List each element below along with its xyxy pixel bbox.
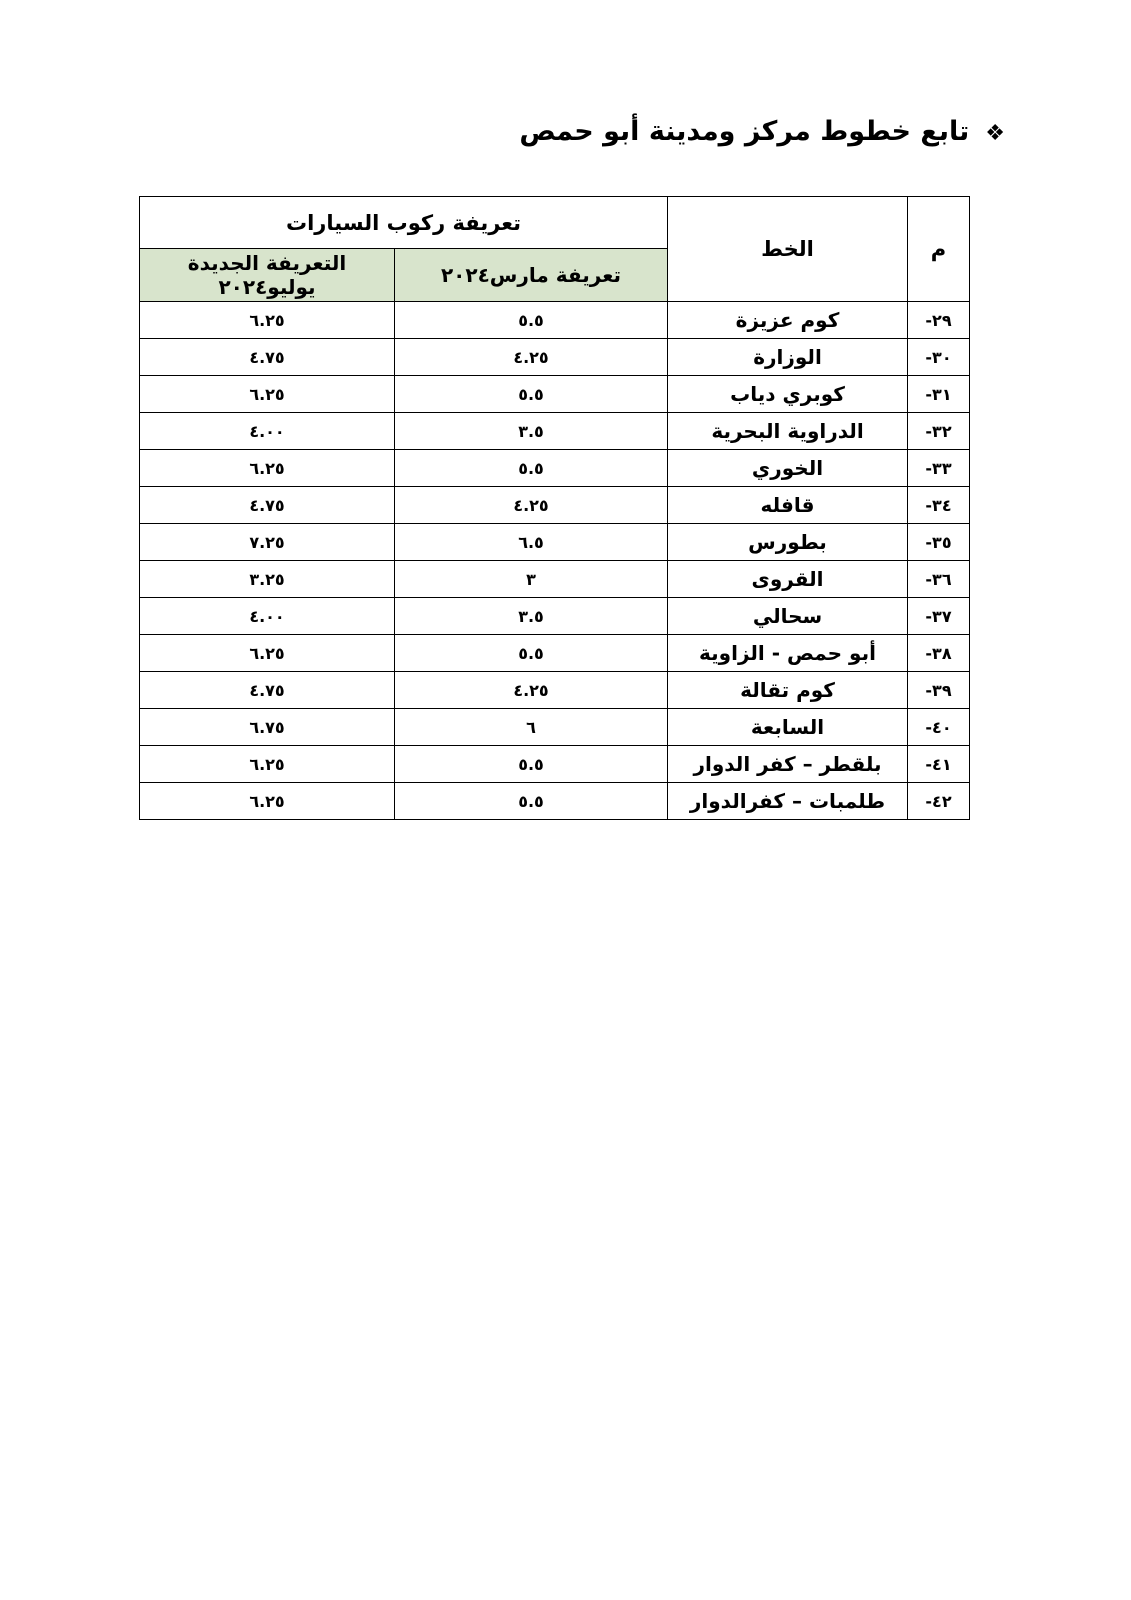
table-row	[140, 561, 970, 598]
serial-cell: -٣٠	[908, 339, 970, 376]
line-name-cell: سحالي	[668, 598, 908, 635]
new-tariff-cell: ٤.٧٥	[140, 339, 395, 376]
march-tariff-cell: ٥.٥	[395, 746, 668, 783]
march-tariff-cell: ٣.٥	[395, 598, 668, 635]
serial-cell: -٤٠	[908, 709, 970, 746]
new-tariff-cell: ٤.٠٠	[140, 413, 395, 450]
new-tariff-cell: ٦.٢٥	[140, 376, 395, 413]
serial-cell: -٣٦	[908, 561, 970, 598]
new-tariff-cell: ٦.٢٥	[140, 450, 395, 487]
line-name-cell: أبو حمص - الزاوية	[668, 635, 908, 672]
line-name-cell: قافله	[668, 487, 908, 524]
line-name-cell: كوم عزيزة	[668, 302, 908, 339]
new-tariff-column-header: التعريفة الجديدة يوليو٢٠٢٤	[140, 249, 395, 302]
table-row	[140, 746, 970, 783]
line-name-cell: كوم تقالة	[668, 672, 908, 709]
march-tariff-cell: ٥.٥	[395, 450, 668, 487]
table-row	[140, 783, 970, 820]
new-tariff-cell: ٦.٢٥	[140, 302, 395, 339]
march-tariff-cell: ٥.٥	[395, 302, 668, 339]
line-column-header: الخط	[668, 197, 908, 302]
tariff-table-header	[140, 197, 970, 302]
new-tariff-cell: ٤.٧٥	[140, 672, 395, 709]
table-row	[140, 450, 970, 487]
march-tariff-column-header: تعريفة مارس٢٠٢٤	[395, 249, 668, 302]
tariff-table-body	[140, 302, 970, 820]
table-row	[140, 598, 970, 635]
page-title-row	[519, 116, 1005, 147]
serial-cell: -٣١	[908, 376, 970, 413]
table-row	[140, 487, 970, 524]
march-tariff-cell: ٦.٥	[395, 524, 668, 561]
march-tariff-cell: ٣.٥	[395, 413, 668, 450]
new-tariff-cell: ٤.٠٠	[140, 598, 395, 635]
serial-cell: -٤٢	[908, 783, 970, 820]
table-row	[140, 672, 970, 709]
serial-cell: -٣٥	[908, 524, 970, 561]
march-tariff-cell: ٤.٢٥	[395, 672, 668, 709]
line-name-cell: بلقطر – كفر الدوار	[668, 746, 908, 783]
new-tariff-cell: ٦.٢٥	[140, 635, 395, 672]
line-name-cell: بطورس	[668, 524, 908, 561]
new-tariff-cell: ٦.٧٥	[140, 709, 395, 746]
serial-cell: -٣٩	[908, 672, 970, 709]
march-tariff-cell: ٥.٥	[395, 376, 668, 413]
march-tariff-cell: ٤.٢٥	[395, 339, 668, 376]
serial-cell: -٣٧	[908, 598, 970, 635]
page-title: تابع خطوط مركز ومدينة أبو حمص	[519, 116, 970, 147]
new-tariff-cell: ٧.٢٥	[140, 524, 395, 561]
line-name-cell: السابعة	[668, 709, 908, 746]
line-name-cell: القروى	[668, 561, 908, 598]
march-tariff-cell: ٤.٢٥	[395, 487, 668, 524]
march-tariff-cell: ٣	[395, 561, 668, 598]
line-name-cell: الدراوية البحرية	[668, 413, 908, 450]
serial-cell: -٣٤	[908, 487, 970, 524]
table-row	[140, 302, 970, 339]
serial-cell: -٣٣	[908, 450, 970, 487]
march-tariff-cell: ٥.٥	[395, 783, 668, 820]
table-row	[140, 413, 970, 450]
serial-column-header: م	[908, 197, 970, 302]
new-tariff-cell: ٤.٧٥	[140, 487, 395, 524]
table-row	[140, 376, 970, 413]
serial-cell: -٢٩	[908, 302, 970, 339]
table-row	[140, 524, 970, 561]
serial-cell: -٣٢	[908, 413, 970, 450]
new-tariff-cell: ٦.٢٥	[140, 746, 395, 783]
table-row	[140, 709, 970, 746]
new-tariff-cell: ٣.٢٥	[140, 561, 395, 598]
march-tariff-cell: ٦	[395, 709, 668, 746]
table-row	[140, 635, 970, 672]
table-row	[140, 339, 970, 376]
march-tariff-cell: ٥.٥	[395, 635, 668, 672]
header-row-group	[140, 197, 970, 249]
tariff-group-header: تعريفة ركوب السيارات	[140, 197, 668, 249]
diamond-bullet-icon: ❖	[985, 120, 1005, 146]
serial-cell: -٣٨	[908, 635, 970, 672]
line-name-cell: الوزارة	[668, 339, 908, 376]
tariff-table	[139, 196, 970, 820]
line-name-cell: طلمبات – كفرالدوار	[668, 783, 908, 820]
line-name-cell: الخوري	[668, 450, 908, 487]
serial-cell: -٤١	[908, 746, 970, 783]
line-name-cell: كوبري دياب	[668, 376, 908, 413]
new-tariff-cell: ٦.٢٥	[140, 783, 395, 820]
